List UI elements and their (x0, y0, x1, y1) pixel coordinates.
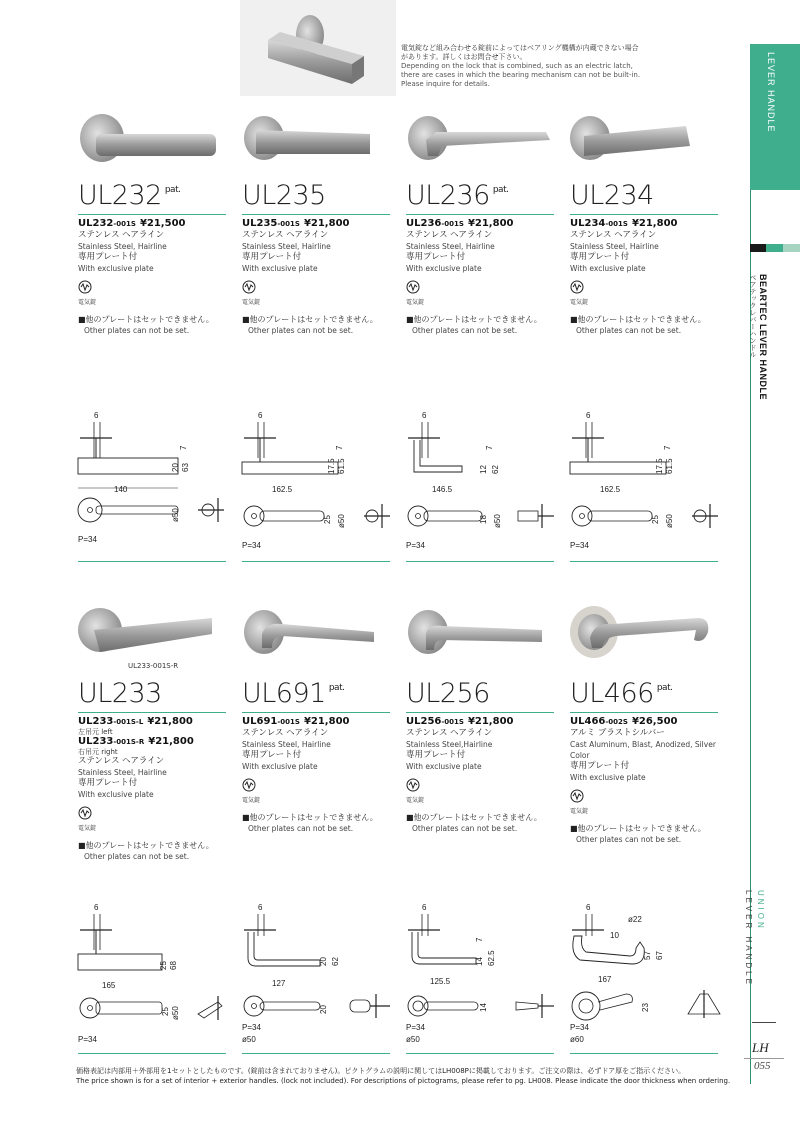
svg-text:7: 7 (485, 445, 494, 450)
material-en: Stainless Steel, Hairline (78, 768, 167, 777)
plate-note: ■他のプレートはセットできません。 Other plates can not be set. (78, 841, 214, 861)
svg-text:25: 25 (651, 515, 660, 524)
price: ¥21,800 (147, 716, 193, 727)
model-name: UL256 (406, 678, 490, 709)
price: ¥21,800 (631, 218, 678, 229)
product-code: UL233 (78, 716, 114, 727)
svg-text:167: 167 (598, 975, 612, 984)
svg-text:P=34: P=34 (242, 541, 261, 550)
svg-text:62: 62 (491, 465, 500, 474)
svg-text:12: 12 (479, 465, 488, 474)
product-photo (570, 110, 718, 170)
svg-text:P=34: P=34 (242, 1023, 261, 1032)
svg-text:25: 25 (159, 961, 168, 970)
plate-note: ■他のプレートはセットできません。 Other plates can not be set. (242, 813, 378, 833)
model-name: UL466 $^{pat.}$ (570, 678, 673, 709)
svg-text:ø50: ø50 (171, 1006, 180, 1020)
product-photo (242, 110, 390, 170)
electric-lock-icon (242, 280, 256, 294)
electric-lock-icon (406, 778, 420, 792)
electric-lock-pictogram: 電気錠 (78, 806, 102, 834)
material-jp: ステンレス ヘアライン (570, 230, 657, 240)
plate-note: ■他のプレートはセットできません。 Other plates can not be set. (570, 315, 706, 335)
svg-text:ø50: ø50 (665, 514, 674, 528)
material-en: Stainless Steel, Hairline (78, 242, 167, 251)
plate-note: ■他のプレートはセットできません。 Other plates can not be set. (406, 813, 542, 833)
svg-text:25: 25 (161, 1007, 170, 1016)
material-jp: ステンレス ヘアライン (406, 230, 493, 240)
plate-en: With exclusive plate (406, 762, 482, 771)
page-rule (744, 1058, 784, 1059)
svg-text:61.5: 61.5 (665, 458, 674, 474)
price: ¥26,500 (631, 716, 678, 727)
product-code-right: UL233 (78, 736, 114, 747)
svg-text:P=34: P=34 (570, 541, 589, 550)
side-dash (752, 1022, 776, 1023)
svg-text:125.5: 125.5 (430, 977, 451, 986)
section-label: LH (752, 1040, 769, 1055)
material-jp: ステンレス ヘアライン (406, 728, 493, 738)
svg-text:62.5: 62.5 (487, 950, 496, 966)
svg-text:7: 7 (663, 445, 672, 450)
product-photo (406, 110, 554, 170)
price: ¥21,800 (303, 218, 350, 229)
svg-text:23: 23 (641, 1003, 650, 1012)
footer-jp: 価格表記は内部用＋外部用を1セットとしたものです。(錠前は含まれておりません)。ピクトグラムの説明に関してはLH008Pに掲載しております。ご注文の際は、必ずドア厚をご指示ください。 (76, 1067, 686, 1075)
svg-text:18: 18 (479, 515, 488, 524)
footer-note (76, 1066, 756, 1086)
hero-product-photo (240, 0, 396, 96)
svg-text:7: 7 (179, 445, 188, 450)
product-photo (570, 604, 718, 664)
plate-jp: 専用プレート付 (78, 252, 138, 262)
svg-text:6: 6 (586, 903, 591, 912)
price: ¥21,800 (467, 218, 514, 229)
svg-text:68: 68 (169, 961, 178, 970)
material-en: Stainless Steel, Hairline (406, 242, 495, 251)
svg-text:162.5: 162.5 (272, 485, 293, 494)
plate-jp: 専用プレート付 (570, 761, 630, 771)
product-photo (78, 110, 226, 170)
material-en: Cast Aluminum, Blast, Anodized, Silver Color (570, 740, 716, 760)
svg-text:165: 165 (102, 981, 116, 990)
electric-lock-pictogram: 電気錠 (570, 789, 594, 817)
svg-text:7: 7 (335, 445, 344, 450)
svg-text:P=34: P=34 (570, 1023, 589, 1032)
electric-lock-pictogram: 電気錠 (242, 778, 266, 806)
photo-caption: UL233-001S-R (128, 662, 179, 670)
svg-text:57: 57 (643, 951, 652, 960)
material-en: Stainless Steel, Hairline (242, 740, 331, 749)
product-photo (78, 604, 226, 664)
model-name: UL236 $^{pat.}$ (406, 180, 509, 211)
svg-text:17.5: 17.5 (327, 458, 336, 474)
dim-length: 140 (114, 485, 128, 494)
svg-text:ø50: ø50 (337, 514, 346, 528)
product-code: UL256 (406, 716, 442, 727)
side-union: UNION (756, 890, 765, 931)
notice-en: Depending on the lock that is combined, such as an electric latch, there are cases in which the bearing mechanism can not be built-in. Please inquire for details. (401, 62, 641, 88)
page-number: 055 (754, 1060, 771, 1072)
model-name: UL232 $^{pat.}$ (78, 180, 181, 211)
material-jp: ステンレス ヘアライン (242, 230, 329, 240)
material-jp: アルミ ブラストシルバー (570, 728, 665, 738)
model-name: UL691 $^{pat.}$ (242, 678, 345, 709)
color-bar-green (766, 244, 783, 252)
plate-en: With exclusive plate (570, 773, 646, 782)
plate-note: ■他のプレートはセットできません。 Other plates can not be set. (570, 824, 706, 844)
plate-jp: 専用プレート付 (242, 750, 302, 760)
svg-text:10: 10 (610, 931, 619, 940)
svg-text:P=34: P=34 (406, 541, 425, 550)
footer-en: The price shown is for a set of interior + exterior handles. (lock not included). For descriptions of pictograms, please refer to pg. LH008. Please indicate the door thickness when ordering. (76, 1077, 731, 1085)
plate-jp: 専用プレート付 (242, 252, 302, 262)
drawing-ul233 (78, 902, 234, 1052)
svg-text:162.5: 162.5 (600, 485, 621, 494)
svg-text:20: 20 (171, 463, 180, 472)
price: ¥21,800 (467, 716, 514, 727)
material-en: Stainless Steel, Hairline (570, 242, 659, 251)
drawing-ul691 (242, 902, 398, 1052)
model-name: UL233 (78, 678, 162, 709)
bearing-notice (401, 44, 641, 89)
product-code: UL235 (242, 218, 278, 229)
product-photo (406, 604, 554, 664)
svg-text:20: 20 (319, 957, 328, 966)
material-en: Stainless Steel,Hairline (406, 740, 493, 749)
drawing-ul235 (242, 410, 398, 560)
material-jp: ステンレス ヘアライン (78, 756, 165, 766)
product-code: UL236 (406, 218, 442, 229)
electric-lock-pictogram: 電気錠 (570, 280, 594, 308)
electric-lock-pictogram: 電気錠 (406, 280, 430, 308)
electric-lock-icon (570, 280, 584, 294)
svg-text:63: 63 (181, 463, 190, 472)
plate-note: ■他のプレートはセットできません。 Other plates can not be set. (406, 315, 542, 335)
side-tab-label: LEVER HANDLE (766, 52, 776, 133)
side-title-jp: ベアテックレバーハンドル (749, 274, 757, 358)
svg-text:6: 6 (258, 411, 263, 420)
price: ¥21,500 (139, 218, 186, 229)
material-en: Stainless Steel, Hairline (242, 242, 331, 251)
plate-note: ■他のプレートはセットできません。 Other plates can not be set. (242, 315, 378, 335)
svg-text:6: 6 (422, 411, 427, 420)
svg-text:67: 67 (655, 951, 664, 960)
svg-text:20: 20 (319, 1005, 328, 1014)
svg-text:17.5: 17.5 (655, 458, 664, 474)
svg-text:7: 7 (475, 937, 484, 942)
side-tab-lever-handle[interactable] (750, 44, 800, 190)
model-name: UL235 (242, 180, 326, 211)
svg-text:146.5: 146.5 (432, 485, 453, 494)
plate-en: With exclusive plate (78, 264, 154, 273)
plate-jp: 専用プレート付 (570, 252, 630, 262)
color-bar-light (783, 244, 800, 252)
svg-text:ø22: ø22 (628, 915, 642, 924)
svg-text:14: 14 (475, 957, 484, 966)
svg-text:ø50: ø50 (171, 508, 180, 522)
svg-text:6: 6 (94, 903, 99, 912)
electric-lock-icon (78, 280, 92, 294)
color-bar-black (750, 244, 766, 252)
drawing-ul256 (406, 902, 562, 1052)
product-photo (242, 604, 390, 664)
svg-text:14: 14 (479, 1003, 488, 1012)
product-code: UL232 (78, 218, 114, 229)
price: ¥21,800 (303, 716, 350, 727)
plate-en: With exclusive plate (78, 790, 154, 799)
dim-thickness: 6 (94, 411, 99, 420)
side-lever-handle: LEVER HANDLE (744, 890, 753, 987)
plate-jp: 専用プレート付 (78, 778, 138, 788)
side-title-en: BEARTEC LEVER HANDLE (758, 274, 768, 401)
plate-en: With exclusive plate (242, 264, 318, 273)
plate-en: With exclusive plate (570, 264, 646, 273)
svg-text:ø50: ø50 (242, 1035, 256, 1044)
drawing-ul236 (406, 410, 562, 560)
notice-jp: 電気錠など組み合わせる錠前によってはベアリング機構が内蔵できない場合があります。詳しくはお問合せ下さい。 (401, 44, 639, 61)
product-code: UL691 (242, 716, 278, 727)
electric-lock-pictogram: 電気錠 (78, 280, 102, 308)
svg-text:6: 6 (258, 903, 263, 912)
electric-lock-icon (78, 806, 92, 820)
dim-pitch: P=34 (78, 535, 97, 544)
electric-lock-icon (570, 789, 584, 803)
plate-jp: 専用プレート付 (406, 252, 466, 262)
svg-text:6: 6 (586, 411, 591, 420)
model-name: UL234 (570, 180, 654, 211)
svg-text:61.5: 61.5 (337, 458, 346, 474)
drawing-ul232 (78, 410, 234, 560)
svg-text:P=34: P=34 (78, 1035, 97, 1044)
svg-text:127: 127 (272, 979, 286, 988)
svg-text:6: 6 (422, 903, 427, 912)
svg-text:25: 25 (323, 515, 332, 524)
material-jp: ステンレス ヘアライン (242, 728, 329, 738)
plate-en: With exclusive plate (406, 264, 482, 273)
plate-jp: 専用プレート付 (406, 750, 466, 760)
electric-lock-icon (406, 280, 420, 294)
product-code: UL234 (570, 218, 606, 229)
svg-text:ø50: ø50 (493, 514, 502, 528)
svg-text:P=34: P=34 (406, 1023, 425, 1032)
product-code: UL466 (570, 716, 606, 727)
svg-text:ø50: ø50 (406, 1035, 420, 1044)
drawing-ul466 (570, 902, 726, 1052)
electric-lock-icon (242, 778, 256, 792)
material-jp: ステンレス ヘアライン (78, 230, 165, 240)
price-right: ¥21,800 (148, 736, 194, 747)
svg-text:62: 62 (331, 957, 340, 966)
plate-note: ■他のプレートはセットできません。 Other plates can not be set. (78, 315, 214, 335)
svg-text:ø60: ø60 (570, 1035, 584, 1044)
plate-en: With exclusive plate (242, 762, 318, 771)
electric-lock-pictogram: 電気錠 (242, 280, 266, 308)
drawing-ul234 (570, 410, 726, 560)
electric-lock-pictogram: 電気錠 (406, 778, 430, 806)
